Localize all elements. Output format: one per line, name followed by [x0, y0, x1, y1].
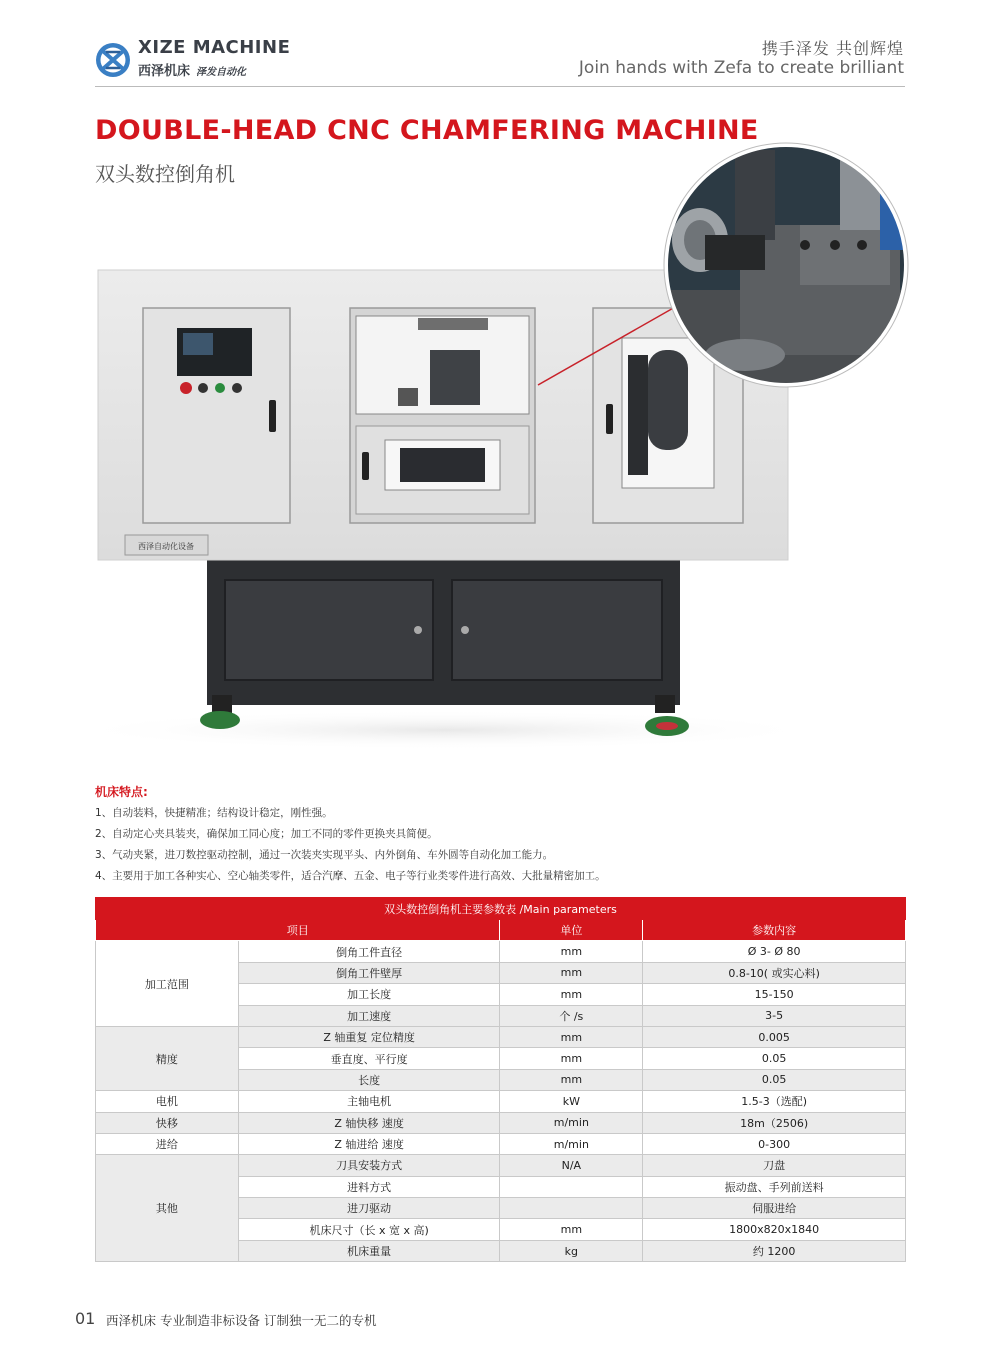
row-value: 刀盘: [643, 1155, 906, 1176]
feature-item: 4、主要用于加工各种实心、空心轴类零件，适合汽摩、五金、电子等行业类零件进行高效、大批量精密加工。: [95, 870, 606, 882]
table-row: [96, 1155, 906, 1176]
row-value: Ø 3- Ø 80: [643, 941, 906, 962]
page-subtitle: 双头数控倒角机: [95, 162, 235, 186]
row-value: 3-5: [643, 1005, 906, 1026]
footer-tagline: 西泽机床 专业制造非标设备 订制独一无二的专机: [106, 1313, 377, 1328]
row-unit: mm: [500, 1026, 643, 1047]
header-item: 项目: [96, 920, 500, 941]
table-row: [96, 1112, 906, 1133]
group-label: 电机: [96, 1091, 239, 1112]
row-item: 垂直度、平行度: [238, 1048, 500, 1069]
header-value: 参数内容: [643, 920, 906, 941]
group-label: 快移: [96, 1112, 239, 1133]
row-unit: kg: [500, 1240, 643, 1261]
parameters-table: [95, 897, 906, 1262]
row-value: 约 1200: [643, 1240, 906, 1261]
row-value: 15-150: [643, 984, 906, 1005]
page-header: [0, 0, 1000, 90]
row-item: 进料方式: [238, 1176, 500, 1197]
row-value: 0.05: [643, 1048, 906, 1069]
group-label: 加工范围: [96, 941, 239, 1027]
row-value: 伺服进给: [643, 1198, 906, 1219]
row-item: 机床重量: [238, 1240, 500, 1261]
row-value: 1.5-3（选配): [643, 1091, 906, 1112]
row-unit: m/min: [500, 1133, 643, 1154]
row-unit: [500, 1176, 643, 1197]
row-item: Z 轴重复 定位精度: [238, 1026, 500, 1047]
row-unit: kW: [500, 1091, 643, 1112]
row-unit: N/A: [500, 1155, 643, 1176]
page-number: 01: [75, 1309, 96, 1328]
features-title: 机床特点:: [95, 785, 148, 799]
slogan-en: Join hands with Zefa to create brilliant: [578, 58, 904, 78]
table-header-row: [96, 920, 906, 941]
group-label: 进给: [96, 1133, 239, 1154]
row-value: 0-300: [643, 1133, 906, 1154]
logo-cn-sub: 泽发自动化: [196, 67, 247, 78]
table-row: [96, 1133, 906, 1154]
row-item: 倒角工件壁厚: [238, 962, 500, 983]
row-unit: mm: [500, 984, 643, 1005]
row-item: 长度: [238, 1069, 500, 1090]
slogan-cn: 携手泽发 共创辉煌: [761, 39, 904, 58]
row-item: Z 轴快移 速度: [238, 1112, 500, 1133]
group-label: 精度: [96, 1026, 239, 1090]
row-item: 加工速度: [238, 1005, 500, 1026]
table-row: [96, 1026, 906, 1047]
feature-item: 1、自动装料，快捷精准；结构设计稳定，刚性强。: [95, 807, 333, 819]
row-unit: 个 /s: [500, 1005, 643, 1026]
row-value: 0.005: [643, 1026, 906, 1047]
logo-cn-main: 西泽机床: [138, 64, 191, 79]
row-unit: [500, 1198, 643, 1219]
row-value: 18m（2506): [643, 1112, 906, 1133]
table-caption-row: [96, 898, 906, 920]
row-item: 主轴电机: [238, 1091, 500, 1112]
table-caption: 双头数控倒角机主要参数表 /Main parameters: [96, 898, 906, 920]
xize-logo-icon: [95, 42, 131, 78]
row-item: 进刀驱动: [238, 1198, 500, 1219]
row-unit: mm: [500, 1048, 643, 1069]
table-row: [96, 941, 906, 962]
row-unit: mm: [500, 1069, 643, 1090]
feature-item: 2、自动定心夹具装夹，确保加工同心度；加工不同的零件更换夹具简便。: [95, 828, 438, 840]
row-item: 刀具安装方式: [238, 1155, 500, 1176]
row-value: 振动盘、手列前送料: [643, 1176, 906, 1197]
table-row: [96, 1091, 906, 1112]
row-unit: mm: [500, 941, 643, 962]
row-item: 机床尺寸（长 x 宽 x 高): [238, 1219, 500, 1240]
machine-photo: [0, 140, 1000, 760]
row-value: 1800x820x1840: [643, 1219, 906, 1240]
row-item: 倒角工件直径: [238, 941, 500, 962]
header-unit: 单位: [500, 920, 643, 941]
logo-name-cn: [138, 60, 246, 79]
nameplate-text: 西泽自动化设备: [138, 542, 194, 551]
row-unit: mm: [500, 1219, 643, 1240]
logo-name-en: XIZE MACHINE: [138, 37, 291, 58]
row-unit: m/min: [500, 1112, 643, 1133]
row-value: 0.8-10( 或实心料): [643, 962, 906, 983]
row-item: Z 轴进给 速度: [238, 1133, 500, 1154]
header-divider: [95, 86, 905, 87]
row-unit: mm: [500, 962, 643, 983]
features-list: [95, 803, 606, 887]
row-value: 0.05: [643, 1069, 906, 1090]
group-label: 其他: [96, 1155, 239, 1262]
feature-item: 3、气动夹紧，进刀数控驱动控制，通过一次装夹实现平头、内外倒角、车外圆等自动化加工能力。: [95, 849, 554, 861]
page-title: DOUBLE-HEAD CNC CHAMFERING MACHINE: [95, 115, 759, 146]
row-item: 加工长度: [238, 984, 500, 1005]
